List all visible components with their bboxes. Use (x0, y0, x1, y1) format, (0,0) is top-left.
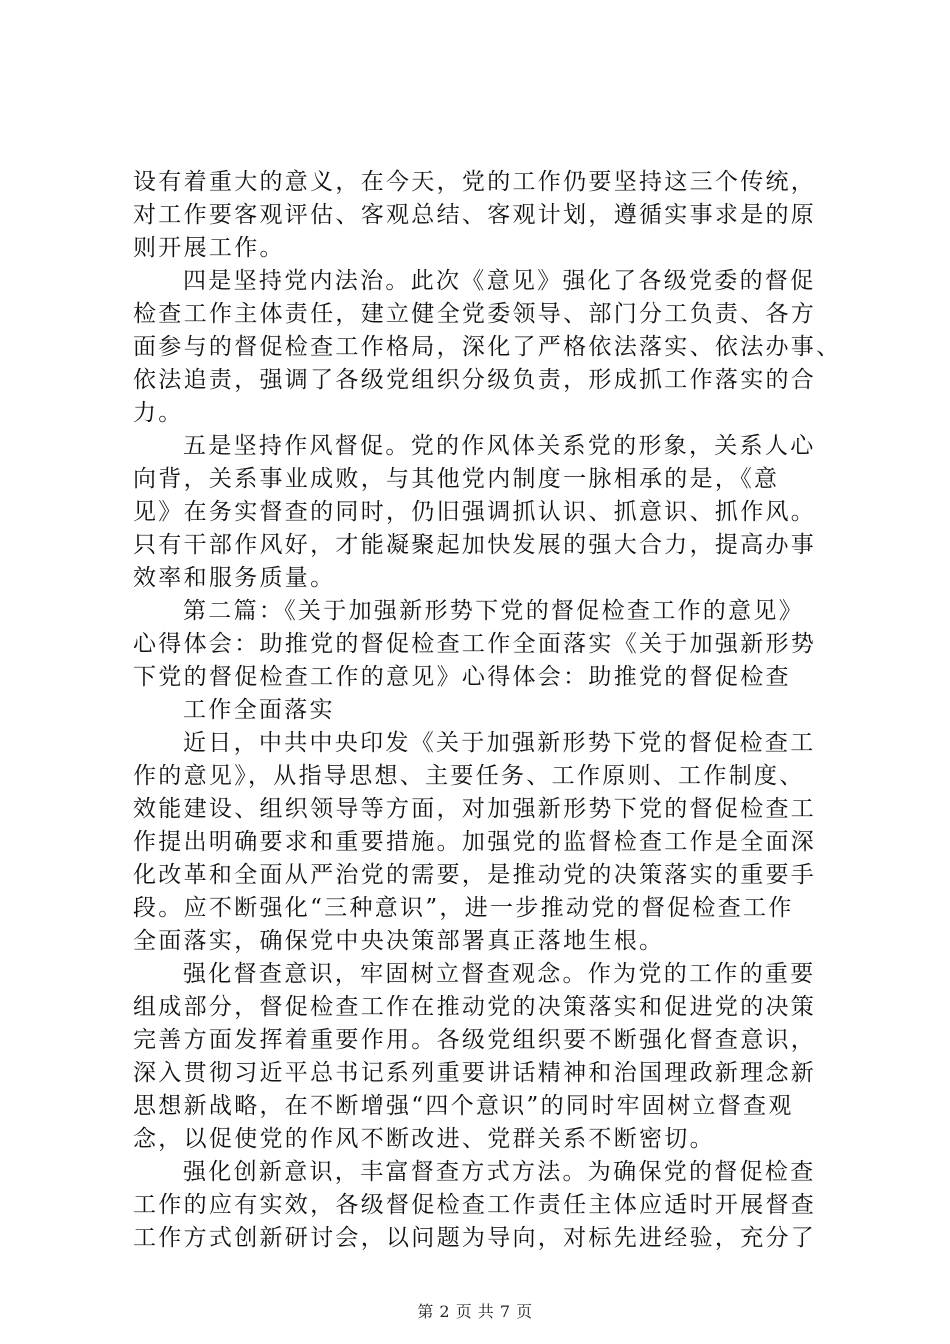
text-line: 全面落实，确保党中央决策部署真正落地生根。 (133, 928, 665, 954)
text-line: 向背，关系事业成败，与其他党内制度一脉相承的是，《意 (133, 466, 780, 492)
text-line: 面参与的督促检查工作格局，深化了严格依法落实、依法办事、 (133, 334, 842, 360)
text-line: 效能建设、组织领导等方面，对加强新形势下党的督促检查工 (133, 796, 817, 822)
text-line: 工作的应有实效，各级督促检查工作责任主体应适时开展督查 (133, 1192, 817, 1218)
text-line: 完善方面发挥着重要作用。各级党组织要不断强化督查意识， (133, 1027, 817, 1053)
text-line: 见》在务实督查的同时，仍旧强调抓认识、抓意识、抓作风。 (133, 499, 817, 525)
text-line: 作的意见》，从指导思想、主要任务、工作原则、工作制度、 (133, 763, 805, 789)
paragraph-start-line: 近日，中共中央印发《关于加强新形势下党的督促检查工 (183, 730, 816, 756)
section-heading-line: 第二篇：《关于加强新形势下党的督促检查工作的意见》 (183, 598, 804, 624)
text-line: 工作方式创新研讨会，以问题为导向，对标先进经验，充分了 (133, 1225, 817, 1251)
text-line: 设有着重大的意义，在今天，党的工作仍要坚持这三个传统， (133, 169, 817, 195)
text-line: 段。应不断强化“三种意识”，进一步推动党的督促检查工作 (133, 895, 794, 921)
paragraph-start-line: 五是坚持作风督促。党的作风体关系党的形象，关系人心 (183, 433, 816, 459)
text-line: 检查工作主体责任，建立健全党委领导、部门分工负责、各方 (133, 301, 817, 327)
text-line: 则开展工作。 (133, 235, 285, 261)
document-body (133, 166, 842, 1255)
text-line: 力。 (133, 400, 184, 426)
text-line: 组成部分，督促检查工作在推动党的决策落实和促进党的决策 (133, 994, 817, 1020)
text-line: 思想新战略，在不断增强“四个意识”的同时牢固树立督查观 (133, 1093, 794, 1119)
paragraph-start-line: 强化创新意识，丰富督查方式方法。为确保党的督促检查 (183, 1159, 816, 1185)
section-heading-line: 工作全面落实 (183, 697, 335, 723)
section-heading-line: 下党的督促检查工作的意见》心得体会：助推党的督促检查 (133, 664, 791, 690)
section-heading-line: 心得体会：助推党的督促检查工作全面落实《关于加强新形势 (133, 631, 817, 657)
text-line: 化改革和全面从严治党的需要，是推动党的决策落实的重要手 (133, 862, 817, 888)
paragraph-start-line: 四是坚持党内法治。此次《意见》强化了各级党委的督促 (183, 268, 816, 294)
text-line: 念，以促使党的作风不断改进、党群关系不断密切。 (133, 1126, 715, 1152)
text-line: 依法追责，强调了各级党组织分级负责，形成抓工作落实的合 (133, 367, 817, 393)
text-line: 效率和服务质量。 (133, 565, 336, 591)
page-number-footer: 第 2 页 共 7 页 (417, 1302, 533, 1321)
text-line: 作提出明确要求和重要措施。加强党的监督检查工作是全面深 (133, 829, 817, 855)
text-line: 对工作要客观评估、客观总结、客观计划，遵循实事求是的原 (133, 202, 817, 228)
paragraph-start-line: 强化督查意识，牢固树立督查观念。作为党的工作的重要 (183, 961, 816, 987)
text-line: 只有干部作风好，才能凝聚起加快发展的强大合力，提高办事 (133, 532, 817, 558)
text-line: 深入贯彻习近平总书记系列重要讲话精神和治国理政新理念新 (133, 1060, 817, 1086)
